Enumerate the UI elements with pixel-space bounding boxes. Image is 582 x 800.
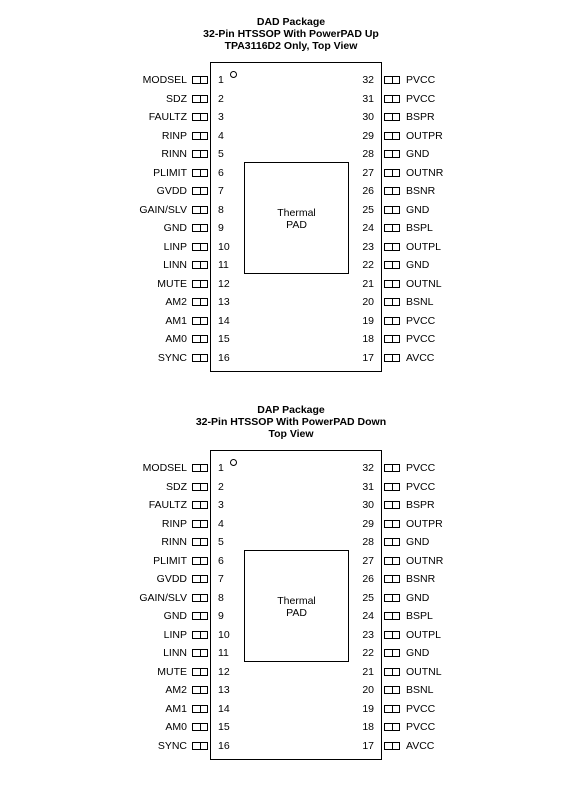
- pin-name: GND: [163, 610, 187, 623]
- pin-number: 5: [218, 536, 224, 549]
- pin-name: OUTNL: [406, 665, 442, 678]
- pin-name: BSPR: [406, 499, 435, 512]
- package-view-note: Top View: [268, 428, 314, 440]
- pin-name: FAULTZ: [148, 499, 187, 512]
- pin-name: RINN: [161, 536, 187, 549]
- pin-lead-icon: [384, 335, 400, 343]
- pin-name: MUTE: [157, 665, 187, 678]
- pin-name: OUTPL: [406, 628, 442, 641]
- pin-number: 27: [362, 554, 374, 567]
- pin-number: 14: [218, 314, 230, 327]
- pin-number: 4: [218, 517, 224, 530]
- pin-lead-icon: [192, 113, 208, 121]
- pin-name: MODSEL: [142, 74, 187, 86]
- package-subtitle: 32-Pin HTSSOP With PowerPAD Down: [195, 416, 387, 428]
- pin-name: SDZ: [166, 480, 187, 493]
- pin-lead-icon: [192, 354, 208, 362]
- pin-lead-icon: [192, 594, 208, 602]
- pin-number: 10: [218, 628, 230, 641]
- pin-lead-icon: [384, 686, 400, 694]
- pin-lead-icon: [192, 723, 208, 731]
- pin-name: MUTE: [157, 277, 187, 290]
- pin-lead-icon: [192, 631, 208, 639]
- pin-name: AM2: [165, 684, 187, 697]
- pin-name: BSNL: [406, 296, 434, 309]
- pin-lead-icon: [384, 76, 400, 84]
- pin-number: 30: [362, 111, 374, 124]
- pin-name: BSNL: [406, 684, 434, 697]
- pin-name: PVCC: [406, 92, 436, 105]
- pin-lead-icon: [384, 557, 400, 565]
- pin-name: BSPL: [406, 610, 433, 623]
- pin-lead-icon: [384, 501, 400, 509]
- pin-number: 22: [362, 259, 374, 272]
- pin-lead-icon: [192, 150, 208, 158]
- pin-lead-icon: [384, 464, 400, 472]
- pin-number: 30: [362, 499, 374, 512]
- pin-name: SYNC: [157, 351, 187, 364]
- pin-lead-icon: [384, 649, 400, 657]
- pin-number: 11: [218, 259, 229, 272]
- pin-number: 31: [362, 480, 374, 493]
- pin-name: BSNR: [406, 185, 436, 198]
- pin-lead-icon: [192, 557, 208, 565]
- pin-number: 6: [218, 554, 224, 567]
- pin-lead-icon: [192, 335, 208, 343]
- pin-number: 29: [362, 129, 374, 142]
- pin1-marker-icon: [230, 71, 237, 78]
- pin-lead-icon: [192, 668, 208, 676]
- pin-number: 28: [362, 148, 374, 161]
- pin-lead-icon: [192, 298, 208, 306]
- pin-lead-icon: [192, 686, 208, 694]
- pin-lead-icon: [192, 649, 208, 657]
- pin-number: 24: [362, 222, 374, 235]
- pin-number: 26: [362, 185, 374, 198]
- thermal-pad-label: Thermal: [277, 207, 316, 219]
- pin-number: 16: [218, 739, 230, 752]
- package-title: DAP Package: [257, 404, 325, 416]
- pin-number: 5: [218, 148, 224, 161]
- pin-name: MODSEL: [142, 462, 187, 474]
- pin-number: 26: [362, 573, 374, 586]
- pin-lead-icon: [384, 169, 400, 177]
- pin-name: AM1: [165, 314, 187, 327]
- pin-number: 24: [362, 610, 374, 623]
- pin-number: 9: [218, 610, 224, 623]
- pin-lead-icon: [384, 243, 400, 251]
- pin-lead-icon: [192, 132, 208, 140]
- pin-name: PLIMIT: [153, 166, 187, 179]
- pin-number: 31: [362, 92, 374, 105]
- pin-lead-icon: [384, 538, 400, 546]
- pin-name: OUTNR: [406, 166, 444, 179]
- pin-lead-icon: [192, 76, 208, 84]
- pin-number: 7: [218, 185, 224, 198]
- pin-name: RINN: [161, 148, 187, 161]
- thermal-pad-label: PAD: [286, 607, 307, 619]
- pin-number: 22: [362, 647, 374, 660]
- pin-lead-icon: [384, 261, 400, 269]
- pin-lead-icon: [192, 483, 208, 491]
- package-title: DAD Package: [256, 16, 326, 28]
- pin-lead-icon: [192, 520, 208, 528]
- pin-number: 20: [362, 684, 374, 697]
- pin-lead-icon: [384, 723, 400, 731]
- pin-name: SYNC: [157, 739, 187, 752]
- pin-name: PLIMIT: [153, 554, 187, 567]
- pin-number: 20: [362, 296, 374, 309]
- pin-name: AVCC: [406, 739, 435, 752]
- pin-lead-icon: [192, 187, 208, 195]
- pin-name: SDZ: [166, 92, 187, 105]
- pin-number: 11: [218, 647, 229, 660]
- pin-name: PVCC: [406, 333, 436, 346]
- pin-lead-icon: [384, 575, 400, 583]
- pin-number: 7: [218, 573, 224, 586]
- pin-lead-icon: [384, 280, 400, 288]
- pin-lead-icon: [192, 261, 208, 269]
- pin-name: LINN: [163, 647, 187, 660]
- pin-lead-icon: [384, 520, 400, 528]
- pin-lead-icon: [192, 206, 208, 214]
- pin-lead-icon: [192, 575, 208, 583]
- pin-name: GVDD: [156, 185, 187, 198]
- pin-name: GAIN/SLV: [139, 591, 187, 604]
- pin-name: PVCC: [406, 702, 436, 715]
- pin-number: 3: [218, 499, 224, 512]
- pin-lead-icon: [192, 95, 208, 103]
- pin-name: LINP: [163, 628, 187, 641]
- pin-number: 25: [362, 591, 374, 604]
- pin-name: AM0: [165, 333, 187, 346]
- pin-lead-icon: [384, 354, 400, 362]
- pin-lead-icon: [192, 169, 208, 177]
- package-view-note: TPA3116D2 Only, Top View: [224, 40, 358, 52]
- pin-number: 13: [218, 684, 230, 697]
- pin-name: OUTPR: [406, 129, 443, 142]
- pin-name: OUTNR: [406, 554, 444, 567]
- pin-lead-icon: [384, 483, 400, 491]
- pin-number: 14: [218, 702, 230, 715]
- pin-name: GND: [406, 536, 430, 549]
- pin-name: GND: [163, 222, 187, 235]
- pin-number: 2: [218, 92, 224, 105]
- pin-number: 15: [218, 333, 230, 346]
- pin-number: 1: [218, 74, 224, 86]
- pin-name: RINP: [161, 129, 187, 142]
- pin-lead-icon: [384, 631, 400, 639]
- pin-number: 19: [362, 702, 374, 715]
- pin-name: PVCC: [406, 74, 436, 86]
- pin-number: 32: [362, 462, 374, 474]
- pin-name: OUTPR: [406, 517, 443, 530]
- pin-number: 1: [218, 462, 224, 474]
- pin-lead-icon: [192, 612, 208, 620]
- thermal-pad-label: PAD: [286, 219, 307, 231]
- pin-number: 21: [362, 665, 374, 678]
- pin-lead-icon: [384, 317, 400, 325]
- pin-lead-icon: [384, 705, 400, 713]
- pin-lead-icon: [192, 501, 208, 509]
- pin-name: AVCC: [406, 351, 435, 364]
- pin-name: BSPR: [406, 111, 435, 124]
- pin-lead-icon: [192, 243, 208, 251]
- pin-name: OUTPL: [406, 240, 442, 253]
- pin-name: LINN: [163, 259, 187, 272]
- pin-lead-icon: [192, 464, 208, 472]
- pin1-marker-icon: [230, 459, 237, 466]
- pin-name: AM1: [165, 702, 187, 715]
- pin-lead-icon: [384, 224, 400, 232]
- pin-number: 23: [362, 240, 374, 253]
- pin-number: 25: [362, 203, 374, 216]
- pin-name: GND: [406, 259, 430, 272]
- pin-lead-icon: [384, 298, 400, 306]
- pin-lead-icon: [384, 150, 400, 158]
- pin-name: OUTNL: [406, 277, 442, 290]
- pin-number: 17: [362, 739, 374, 752]
- pin-lead-icon: [192, 538, 208, 546]
- pin-name: AM0: [165, 721, 187, 734]
- pin-name: PVCC: [406, 462, 436, 474]
- pin-name: FAULTZ: [148, 111, 187, 124]
- pin-number: 3: [218, 111, 224, 124]
- pin-lead-icon: [384, 206, 400, 214]
- thermal-pad-label: Thermal: [277, 595, 316, 607]
- pin-number: 2: [218, 480, 224, 493]
- pin-number: 12: [218, 277, 230, 290]
- pin-lead-icon: [192, 742, 208, 750]
- pin-number: 4: [218, 129, 224, 142]
- pin-number: 23: [362, 628, 374, 641]
- pin-number: 6: [218, 166, 224, 179]
- pin-lead-icon: [384, 113, 400, 121]
- pin-lead-icon: [192, 705, 208, 713]
- pin-number: 19: [362, 314, 374, 327]
- pin-lead-icon: [192, 224, 208, 232]
- pin-number: 16: [218, 351, 230, 364]
- pin-name: BSPL: [406, 222, 433, 235]
- pin-name: PVCC: [406, 480, 436, 493]
- pin-number: 32: [362, 74, 374, 86]
- pin-number: 17: [362, 351, 374, 364]
- pin-name: RINP: [161, 517, 187, 530]
- pin-number: 18: [362, 721, 374, 734]
- pin-name: GND: [406, 148, 430, 161]
- pin-lead-icon: [384, 187, 400, 195]
- pin-lead-icon: [384, 742, 400, 750]
- pin-number: 18: [362, 333, 374, 346]
- pin-name: LINP: [163, 240, 187, 253]
- pin-number: 8: [218, 591, 224, 604]
- pin-lead-icon: [384, 594, 400, 602]
- pin-number: 9: [218, 222, 224, 235]
- pin-number: 15: [218, 721, 230, 734]
- pin-lead-icon: [384, 612, 400, 620]
- pin-number: 12: [218, 665, 230, 678]
- pin-name: BSNR: [406, 573, 436, 586]
- pin-number: 13: [218, 296, 230, 309]
- pin-name: GND: [406, 591, 430, 604]
- pin-lead-icon: [192, 280, 208, 288]
- pin-number: 21: [362, 277, 374, 290]
- pin-lead-icon: [384, 668, 400, 676]
- pin-name: GAIN/SLV: [139, 203, 187, 216]
- pin-number: 10: [218, 240, 230, 253]
- package-subtitle: 32-Pin HTSSOP With PowerPAD Up: [203, 28, 379, 40]
- pin-name: GND: [406, 647, 430, 660]
- pin-number: 28: [362, 536, 374, 549]
- pin-number: 8: [218, 203, 224, 216]
- pin-lead-icon: [384, 132, 400, 140]
- pin-name: GVDD: [156, 573, 187, 586]
- pin-name: PVCC: [406, 314, 436, 327]
- pin-name: GND: [406, 203, 430, 216]
- pin-number: 29: [362, 517, 374, 530]
- pin-lead-icon: [192, 317, 208, 325]
- pin-number: 27: [362, 166, 374, 179]
- pin-name: PVCC: [406, 721, 436, 734]
- pin-name: AM2: [165, 296, 187, 309]
- pin-lead-icon: [384, 95, 400, 103]
